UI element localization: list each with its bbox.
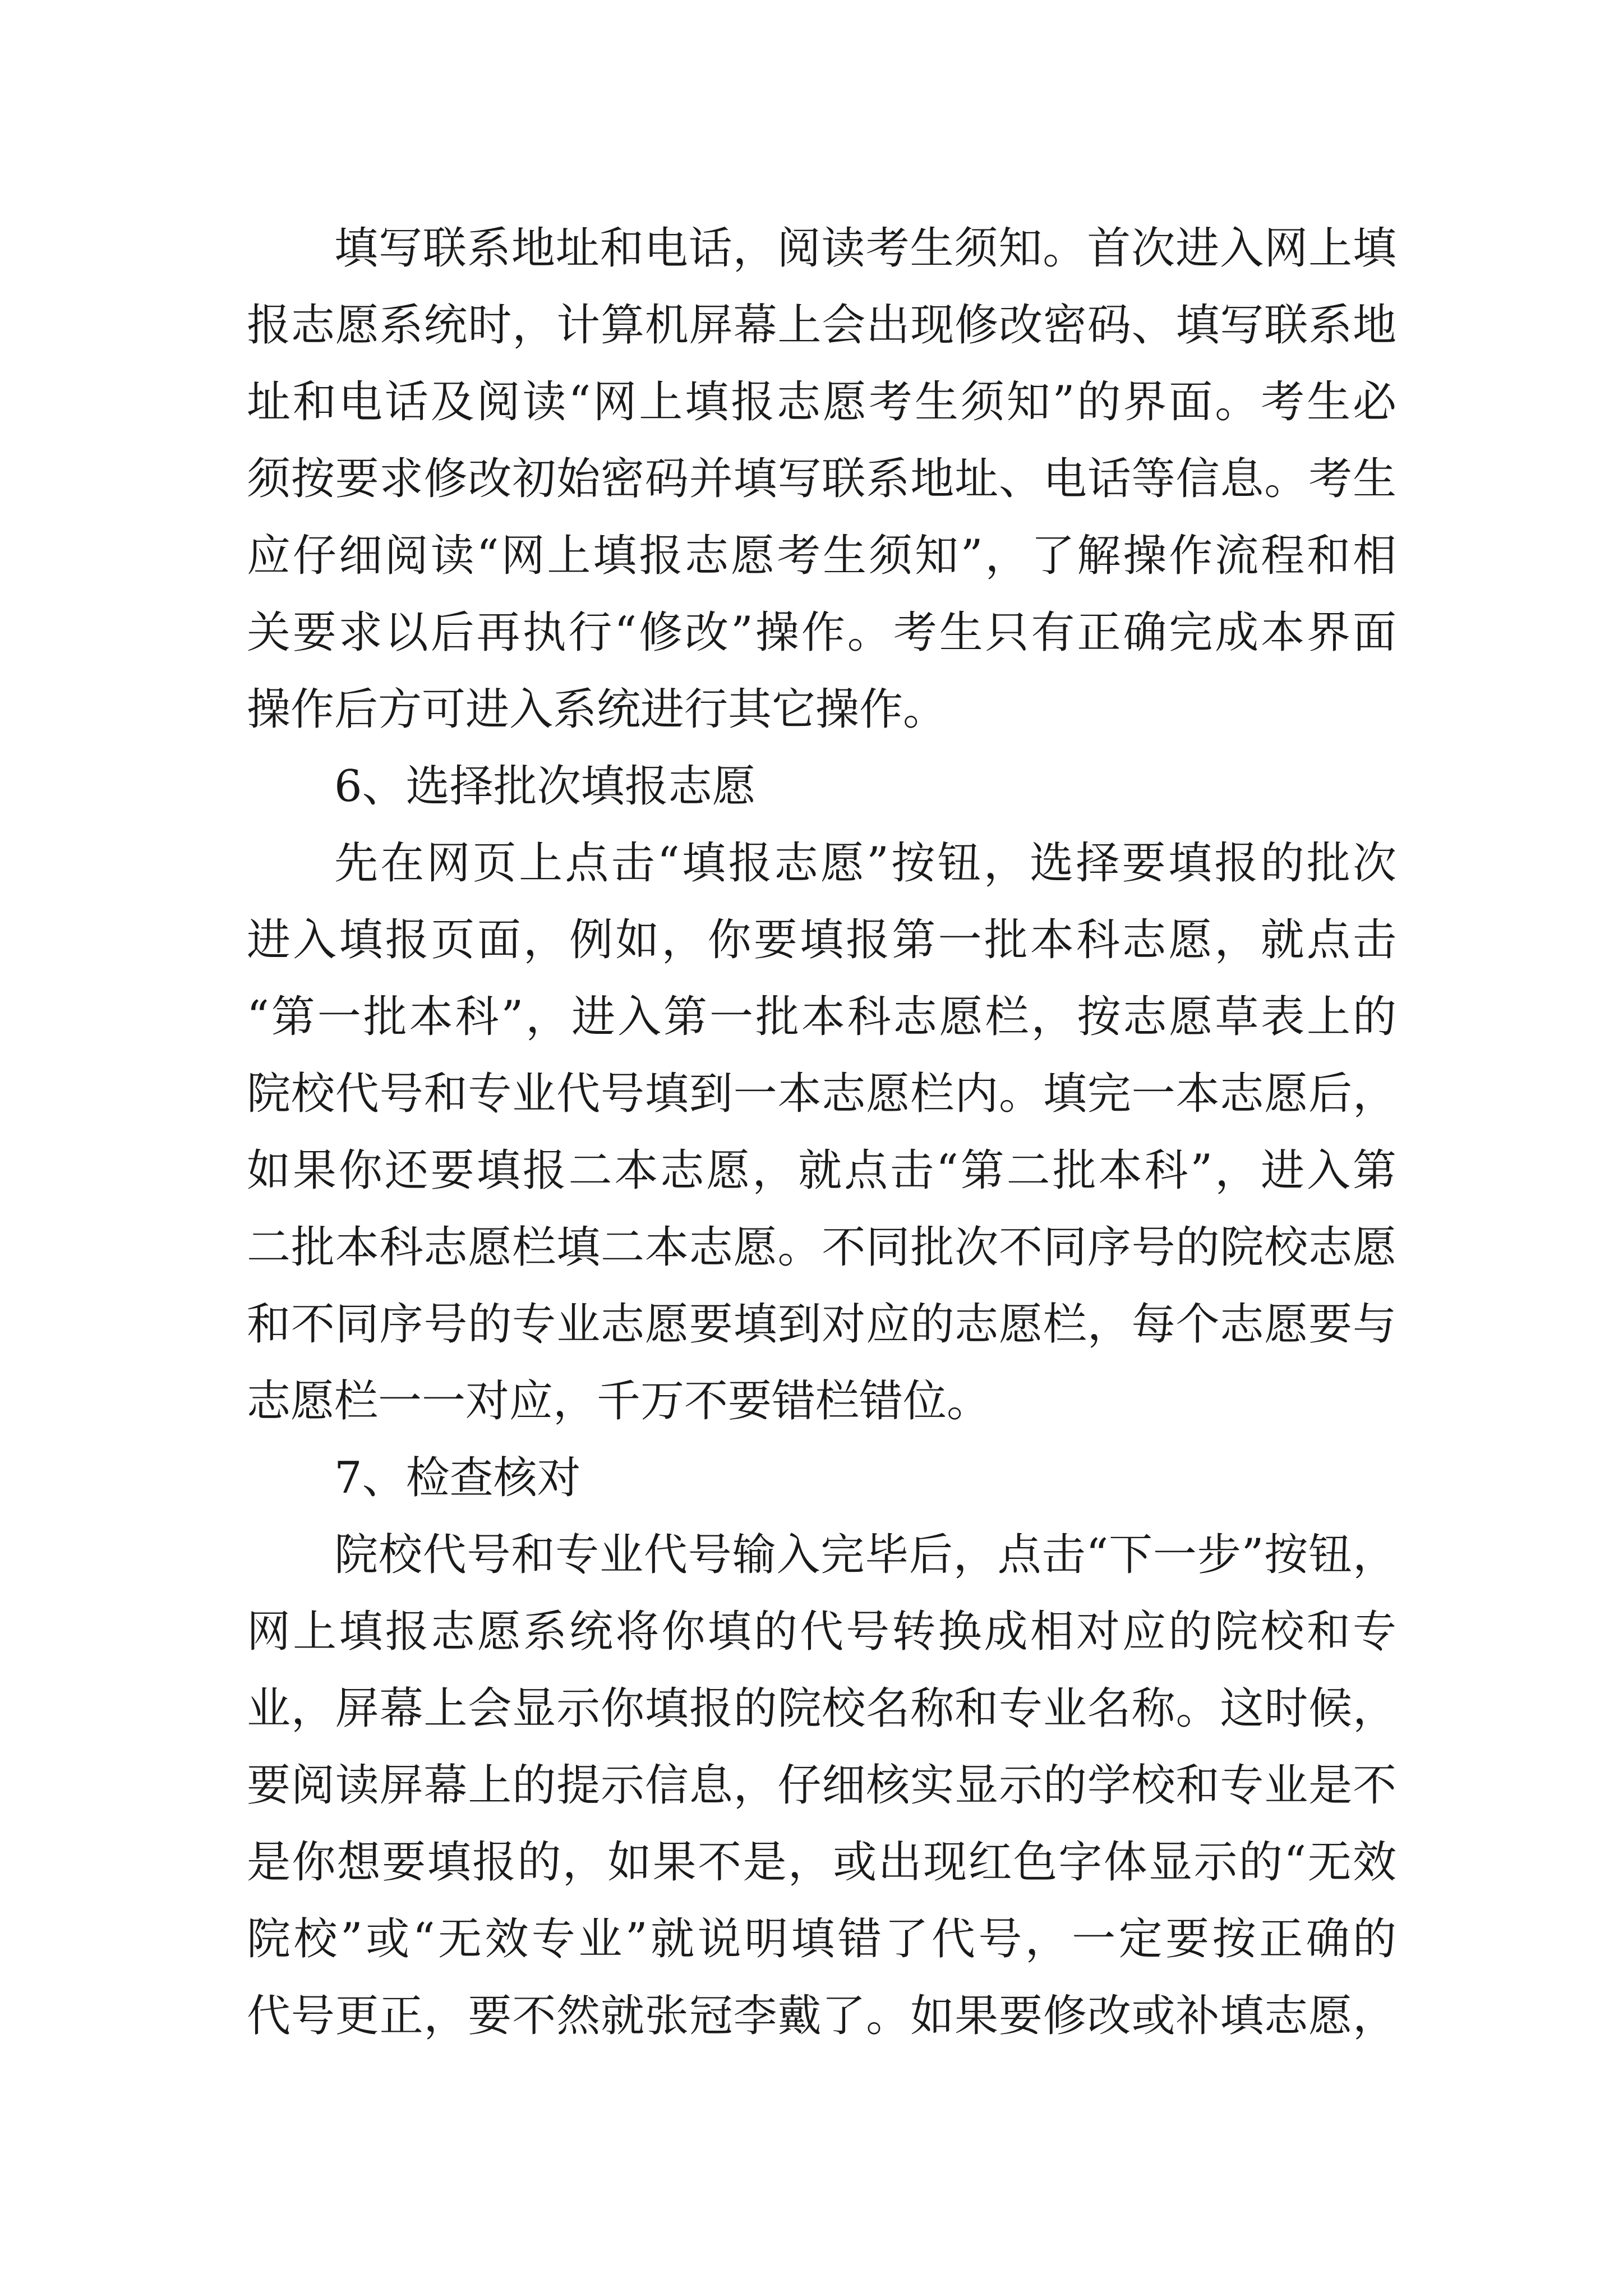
paragraph-line: 先在网页上点击“填报志愿”按钮，选择要填报的批次 (334, 838, 1396, 889)
paragraph-line: “第一批本科”，进入第一批本科志愿栏，按志愿草表上的 (247, 992, 1396, 1042)
paragraph-line: 进入填报页面，例如，你要填报第一批本科志愿，就点击 (247, 915, 1396, 965)
paragraph-line: 院校”或“无效专业”就说明填错了代号，一定要按正确的 (247, 1914, 1396, 1964)
paragraph-line: 填写联系地址和电话，阅读考生须知。首次进入网上填 (334, 223, 1396, 274)
paragraph-line: 和不同序号的专业志愿要填到对应的志愿栏，每个志愿要与 (247, 1299, 1396, 1350)
paragraph-line: 二批本科志愿栏填二本志愿。不同批次不同序号的院校志愿 (247, 1222, 1396, 1273)
paragraph-line: 院校代号和专业代号输入完毕后，点击“下一步”按钮， (334, 1530, 1396, 1580)
paragraph-line: 业，屏幕上会显示你填报的院校名称和专业名称。这时候， (247, 1683, 1396, 1734)
paragraph-line: 操作后方可进入系统进行其它操作。 (247, 684, 947, 735)
paragraph-line: 关要求以后再执行“修改”操作。考生只有正确完成本界面 (247, 608, 1396, 658)
paragraph-line: 须按要求修改初始密码并填写联系地址、电话等信息。考生 (247, 454, 1396, 504)
paragraph-line: 如果你还要填报二本志愿，就点击“第二批本科”，进入第 (247, 1145, 1396, 1196)
paragraph-line: 是你想要填报的，如果不是，或出现红色字体显示的“无效 (247, 1837, 1396, 1888)
paragraph-line: 代号更正，要不然就张冠李戴了。如果要修改或补填志愿， (247, 1991, 1396, 2041)
paragraph-line: 院校代号和专业代号填到一本志愿栏内。填完一本志愿后， (247, 1069, 1396, 1119)
paragraph-line: 要阅读屏幕上的提示信息，仔细核实显示的学校和专业是不 (247, 1760, 1396, 1811)
paragraph-line: 报志愿系统时，计算机屏幕上会出现修改密码、填写联系地 (247, 300, 1396, 351)
paragraph-line: 址和电话及阅读“网上填报志愿考生须知”的界面。考生必 (247, 377, 1396, 427)
body-text (247, 210, 1396, 2055)
section-heading: 6、选择批次填报志愿 (334, 761, 756, 812)
paragraph-line: 应仔细阅读“网上填报志愿考生须知”，了解操作流程和相 (247, 531, 1396, 581)
paragraph-line: 网上填报志愿系统将你填的代号转换成相对应的院校和专 (247, 1607, 1396, 1657)
section-heading: 7、检查核对 (334, 1453, 581, 1503)
paragraph-line: 志愿栏一一对应，千万不要错栏错位。 (247, 1376, 991, 1427)
